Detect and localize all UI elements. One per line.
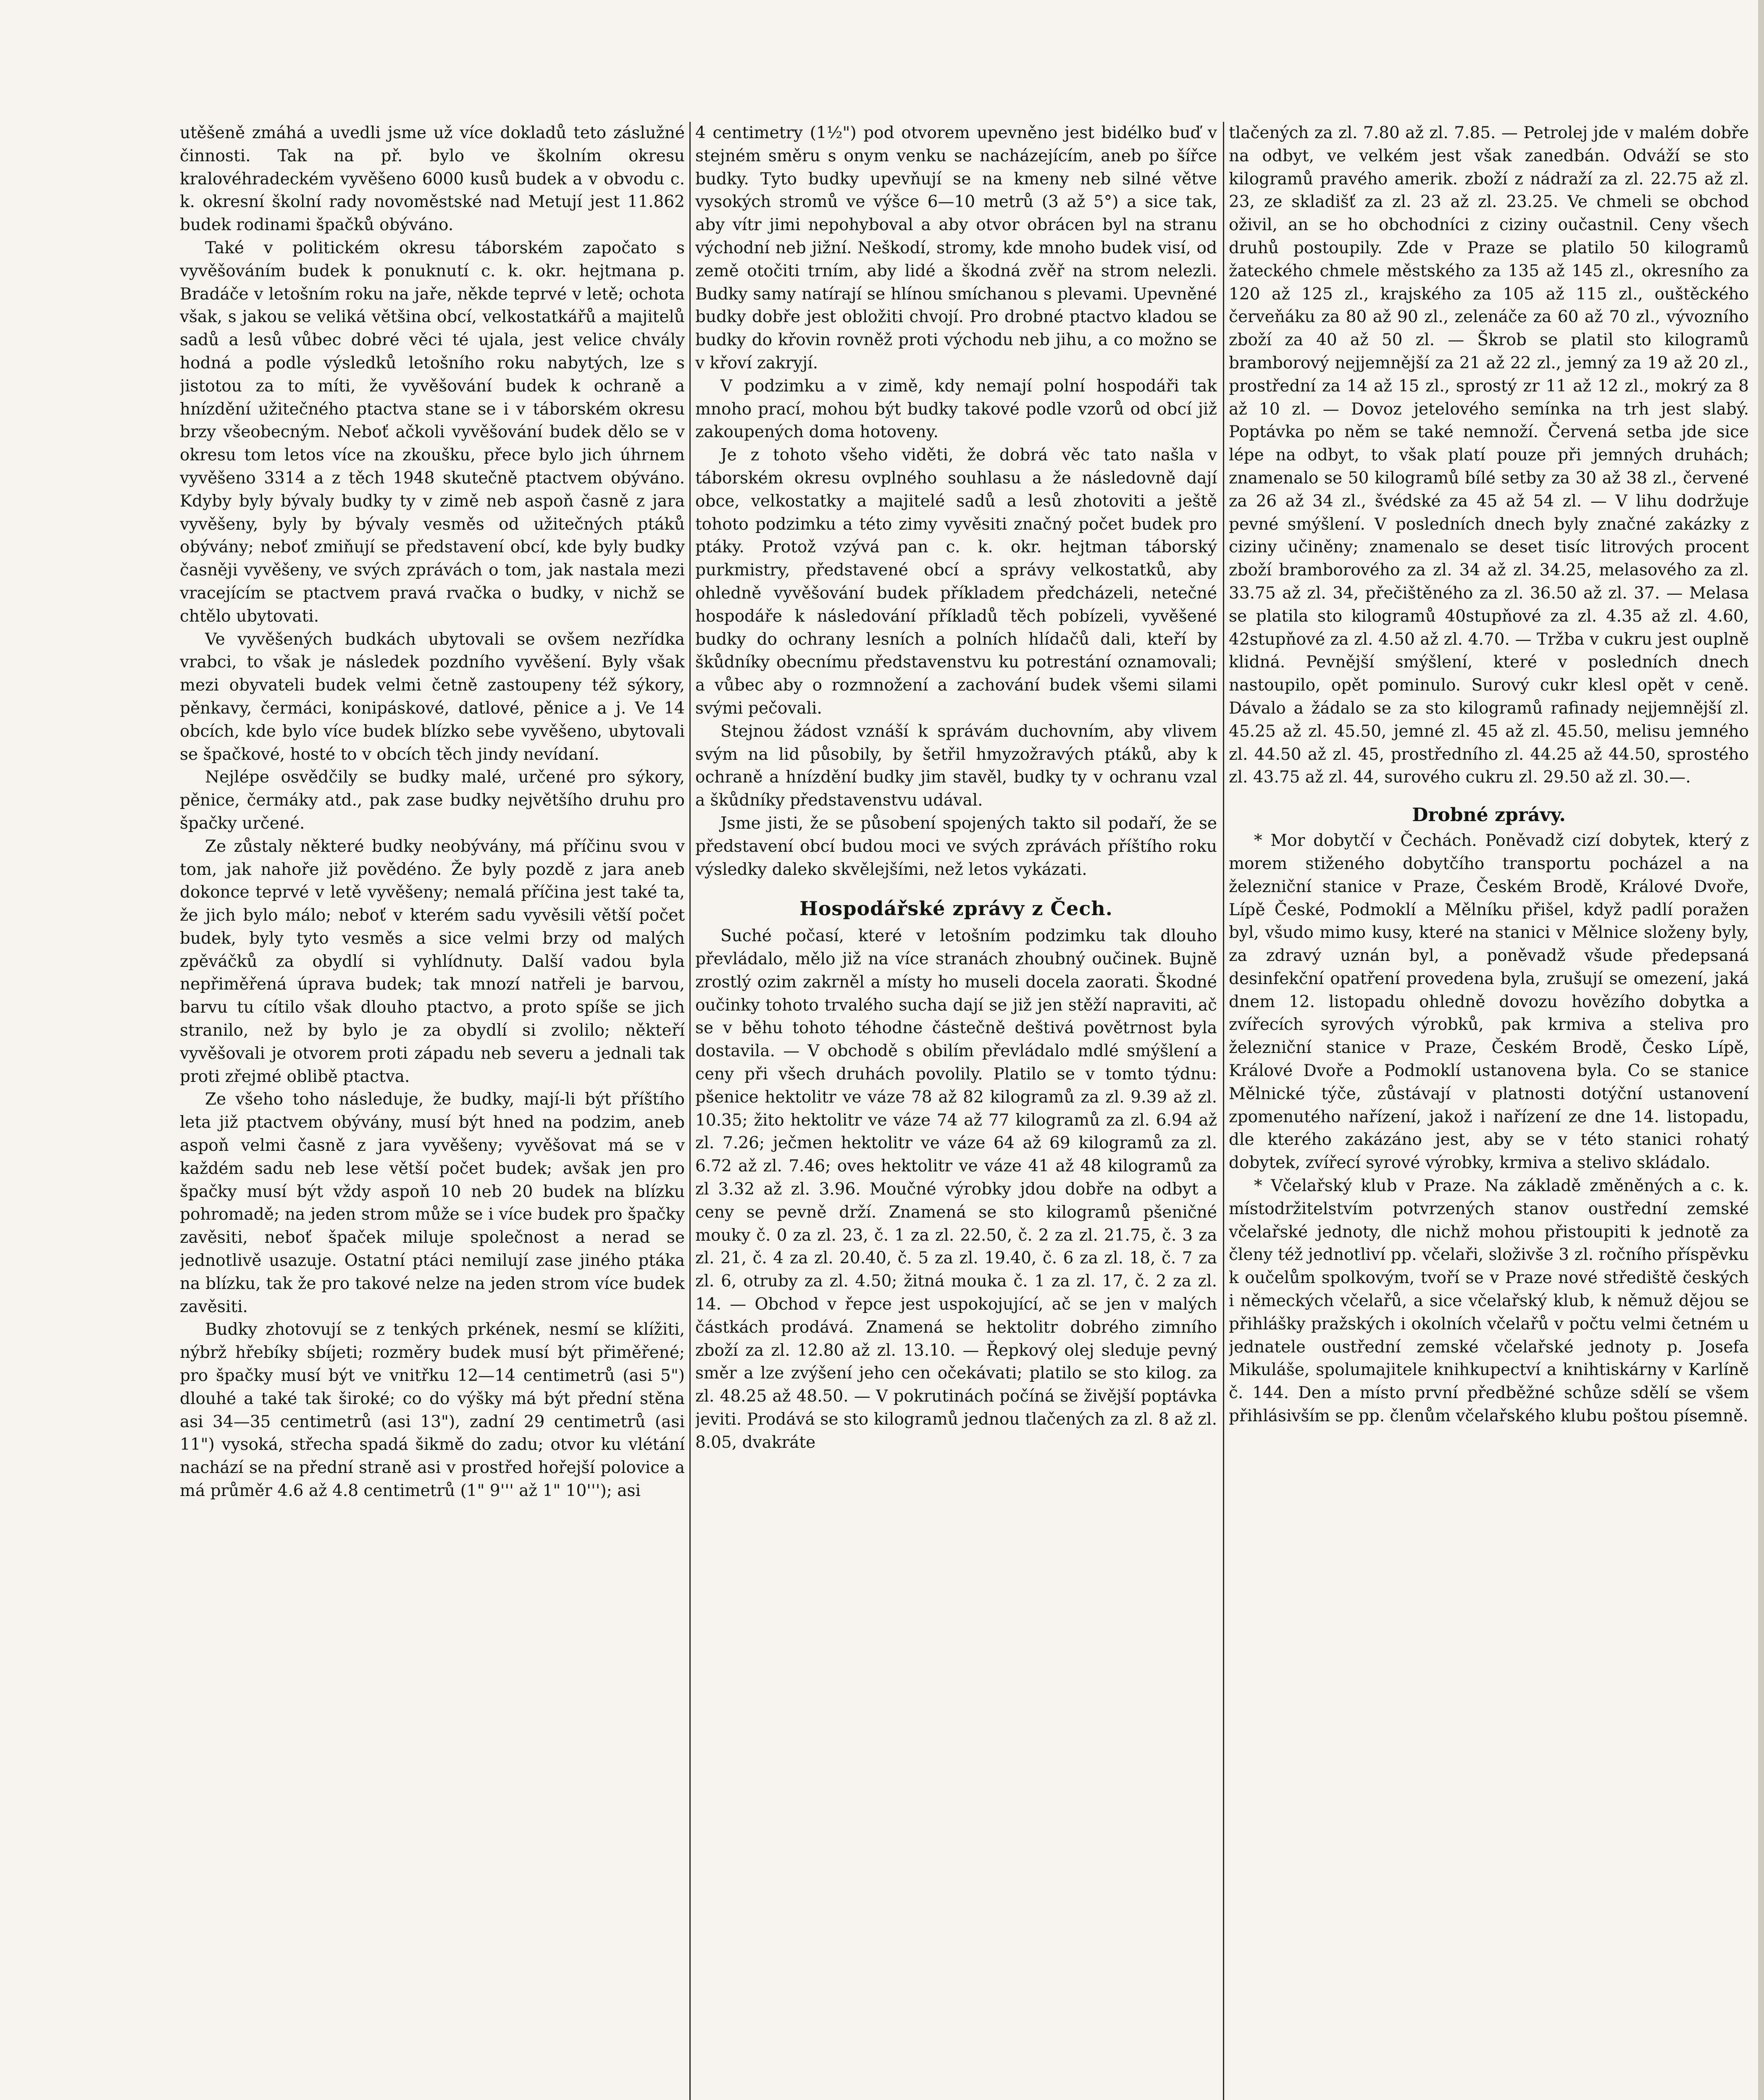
column-1	[180, 122, 685, 2100]
section-heading: Hospodářské zprávy z Čech.	[799, 897, 1113, 920]
paragraph: utěšeně zmáhá a uvedli jsme už více dokladů teto záslužné činnosti. Tak na př. bylo ve školním okresu kralovéhradeckém vyvěšeno 6000 kusů budek a v obvodu c. k. okresní školní rady novoměstské nad Metují jest 11.862 budek rodinami špačků obýváno.	[180, 123, 685, 235]
paragraph: * Včelařský klub v Praze. Na základě změněných a c. k. místodržitelstvím potvrzených stanov oustřední zemské včelařské jednoty, dle nichž mohou přistoupiti k jednotě za členy též jednotliví pp. včelaři, složivše 3 zl. ročního příspěvku k oučelům spolkovým, tvoří se v Praze nové střediště českých i německých včelařů, a sice včelařský klub, k němuž dějou se přihlášky pražských i okolních včelařů v počtu velmi četném u jednatele oustřední zemské včelařské jednoty p. Josefa Mikuláše, spolumajitele knihkupectví a knihtiskárny v Karlíně č. 144. Den a místo první předběžné schůze sdělí se všem přihlásivším se pp. členům včelařského klubu poštou písemně.	[1229, 1176, 1749, 1426]
paragraph: Jsme jisti, že se působení spojených takto sil podaří, že se představení obcí budou moci ve svých zprávách příštího roku výsledky daleko skvělejšími, než letos vykázati.	[695, 814, 1217, 879]
paragraph: Stejnou žádost vznáší k správám duchovním, aby vlivem svým na lid působily, by šetřil hmyzožravých ptáků, aby k ochraně a hnízdění budky jim stavěl, budky ty v ochranu vzal a škůdníky představenstvu udával.	[695, 722, 1217, 810]
paragraph: tlačených za zl. 7.80 až zl. 7.85. — Petrolej jde v malém dobře na odbyt, ve velkém jest však zanedbán. Odváží se sto kilogramů pravého amerik. zboží z nádraží za zl. 22.75 až zl. 23, ze skladišť za zl. 23 až zl. 23.25. Ve chmeli se obchod oživil, an se ho obchodníci z ciziny oučastnil. Ceny všech druhů postoupily. Zde v Praze se platilo 50 kilogramů žateckého chmele městského za 135 až 145 zl., okresního za 120 až 125 zl., krajského za 105 až 115 zl., ouštěckého červeňáku za 80 až 90 zl., zelenáče za 60 až 70 zl., vývozního zboží za 40 až 50 zl. — Škrob se platil sto kilogramů bramborový nejjemnější za 21 až 22 zl., jemný za 19 až 20 zl., prostřední za 14 až 15 zl., sprostý zr 11 až 12 zl., mokrý za 8 až 10 zl. — Dovoz jetelového semínka na trh jest slabý. Poptávka po něm se také nemnoží. Červená setba jde sice lépe na odbyt, to však platí pouze při jemných druhách; znamenalo se 50 kilogramů bílé setby za 30 až 38 zl., červené za 26 až 34 zl., švédské za 45 až 54 zl. — V lihu dodržuje pevné smýšlení. V posledních dnech byly značné zakázky z ciziny učiněny; znamenalo se deset tisíc litrových procent zboží bramborového za zl. 34 až zl. 34.25, melasového za zl. 33.75 až zl. 34, přečištěného za zl. 36.50 až zl. 37. — Melasa se platila sto kilogramů 40stupňové za zl. 4.35 až zl. 4.60, 42stupňové za zl. 4.50 až zl. 4.70. — Tržba v cukru jest ouplně klidná. Pevnější smýšlení, které v posledních dnech nastoupilo, opět pominulo. Surový cukr klesl opět v ceně. Dávalo a žádalo se za sto kilogramů rafinady nejjemnější zl. 45.25 až zl. 45.50, jemné zl. 45 až zl. 45.50, melisu jemného zl. 44.50 až zl. 45, prostředního zl. 44.25 až 44.50, sprostého zl. 43.75 až zl. 44, surového cukru zl. 29.50 až zl. 30.—.	[1229, 123, 1749, 787]
paragraph: Ve vyvěšených budkách ubytovali se ovšem nezřídka vrabci, to však je následek pozdního vyvěšení. Byly však mezi obyvateli budek velmi četně zastoupeny též sýkory, pěnkavy, čermáci, konipáskové, datlové, pěnice a j. Ve 14 obcích, kde bylo více budek blízko sebe vyvěšeno, ubytovali se špačkové, hosté to v obcích těch jindy nevídaní.	[180, 630, 685, 764]
page-edge	[1758, 0, 1764, 2100]
column-rule-left	[689, 122, 691, 2100]
paragraph: Nejlépe osvědčily se budky malé, určené pro sýkory, pěnice, čermáky atd., pak zase budky největšího druhu pro špačky určené.	[180, 768, 685, 833]
paragraph: Ze zůstaly některé budky neobývány, má příčinu svou v tom, jak nahoře již povědéno. Že byly pozdě z jara aneb dokonce teprvé v letě vyvěšeny; nemalá příčina jest také ta, že jich bylo málo; neboť v kterém sadu vyvěsili větší počet budek, byly tyto vesměs a sice velmi brzy od malých zpěváčků za obydlí si vyhlídnuty. Další vadou byla nepřiměřená úprava budek; tak mnozí natřeli je barvou, barvu tu cítilo však dlouho ptactvo, a proto spíše se jich stranilo, než by bylo je za obydlí si zvolilo; někteří vyvěšovali je otvorem proti západu neb severu a jednali tak proti zřejmé oblibě ptactva.	[180, 837, 685, 1086]
section-heading: Drobné zprávy.	[1412, 804, 1566, 826]
paragraph: 4 centimetry (1½") pod otvorem upevněno jest bidélko buď v stejném směru s onym venku se nacházejícím, aneb po šířce budky. Tyto budky upevňují se na kmeny neb silné větve vysokých stromů ve výšce 6—10 metrů (3 až 5°) a sice tak, aby vítr jimi nepohyboval a aby otvor obrácen byl na stranu východní neb jižní. Neškodí, stromy, kde mnoho budek visí, od země otočiti trním, aby lidé a škodná zvěř na strom nelezli. Budky samy natírají se hlínou smíchanou s plevami. Upevněné budky dobře jest obložiti chvojí. Pro drobné ptactvo kladou se budky do křovin rovněž proti východu neb jihu, a co možno se v křoví zakryjí.	[695, 123, 1217, 373]
paragraph: Budky zhotovují se z tenkých prkének, nesmí se klížiti, nýbrž hřebíky sbíjeti; rozměry budek musí být přiměřené; pro špačky musí být ve vnitřku 12—14 centimetrů (asi 5") dlouhé a také tak široké; co do výšky má být přední stěna asi 34—35 centimetrů (asi 13"), zadní 29 centimetrů (asi 11") vysoká, střecha spadá šikmě do zadu; otvor ku vlétání nachází se na přední straně asi v prostřed hořejší polovice a má průměr 4.6 až 4.8 centimetrů (1" 9''' až 1" 10'''); asi	[180, 1320, 685, 1501]
column-3	[1229, 122, 1749, 2100]
paragraph: Je z tohoto všeho viděti, že dobrá věc tato našla v táborském okresu ovplného souhlasu a že následovně dají obce, velkostatky a majitelé sadů a lesů zhotoviti a ještě tohoto podzimku a této zimy vyvěsiti značný počet budek pro ptáky. Protož vzývá pan c. k. okr. hejtman táborský purkmistry, představené obcí a správy velkostatků, aby ohledně vyvěšování budek příkladem předcházeli, netečné hospodáře k následování příkladů těch pobízeli, vyvěšené budky do ochrany lesních a polních hlídačů dali, kteří by škůdníky obecnímu představenstvu ku potrestání oznamovali; a vůbec aby o rozmnožení a zachování budek všemi silami svými pečovali.	[695, 446, 1217, 718]
column-2	[695, 122, 1217, 2100]
paragraph: * Mor dobytčí v Čechách. Poněvadž cizí dobytek, který z morem stiženého dobytčího transportu pocházel a na železniční stanice v Praze, Českém Brodě, Králové Dvoře, Lípě České, Podmoklí a Mělníku přišel, když padlí poražen byl, všudo mimo kusy, které na stanici v Mělnice složeny byly, za zdravý uznán byl, a poněvadž všude předepsaná desinfekční opatření provedena byla, zrušují se omezení, jaká dnem 12. listopadu ohledně dovozu hovězího dobytka a zvířecích syrových výrobků, pak krmiva a steliva pro železniční stanice v Praze, Českém Brodě, Česko Lípě, Králové Dvoře a Podmoklí ustanovena byla. Co se stanice Mělnické týče, zůstávají v platnosti dotýční ustanovení zpomenutého nařízení, jakož i nařízení ze dne 14. listopadu, dle kterého zakázáno jest, aby se v této stanici rohatý dobytek, zvířecí syrové výrobky, krmiva a stelivo skládalo.	[1229, 831, 1749, 1173]
paragraph: Ze všeho toho následuje, že budky, mají-li být příštího leta již ptactvem obývány, musí být hned na podzim, aneb aspoň velmi časně z jara vyvěšeny; vyvěšovat má se v každém sadu neb lese větší počet budek; avšak jen pro špačky musí být vždy aspoň 10 neb 20 budek na blízku pohromadě; na jeden strom může se i více budek pro špačky zavěsiti, neboť špaček miluje společnost a nerad se jednotlivě usazuje. Ostatní ptáci nemilují zase jiného ptáka na blízku, tak že pro takové nelze na jeden strom více budek zavěsiti.	[180, 1090, 685, 1316]
paragraph: Suché počasí, které v letošním podzimku tak dlouho převládalo, mělo již na více stranách zhoubný oučinek. Bujně zrostlý ozim zakrněl a místy ho museli docela zaorati. Škodné oučinky tohoto trvalého sucha dají se již jen stěží napraviti, ač se v běhu tohoto téhodne částečně deštivá povětrnost byla dostavila. — V obchodě s obilím převládalo mdlé smýšlení a ceny při všech druhách povolily. Platilo se v tomto týdnu: pšenice hektolitr ve váze 78 až 82 kilogramů za zl. 9.39 až zl. 10.35; žito hektolitr ve váze 74 až 77 kilogramů za zl. 6.94 až zl. 7.26; ječmen hektolitr ve váze 64 až 69 kilogramů za zl. 6.72 až zl. 7.46; oves hektolitr ve váze 41 až 48 kilogramů za zl 3.32 až zl. 3.96. Moučné výrobky jdou dobře na odbyt a ceny se pevně drží. Znamená se sto kilogramů pšeničné mouky č. 0 za zl. 23, č. 1 za zl. 22.50, č. 2 za zl. 21.75, č. 3 za zl. 21, č. 4 za zl. 20.40, č. 5 za zl. 19.40, č. 6 za zl. 18, č. 7 za zl. 6, otruby za zl. 4.50; žitná mouka č. 1 za zl. 17, č. 2 za zl. 14. — Obchod v řepce jest uspokojující, ač se jen v malých částkách prodává. Znamená se hektolitr dobrého zimního zboží za zl. 12.80 až zl. 13.10. — Řepkový olej sleduje pevný směr a lze zvýšení jeho cen očekávati; platilo se sto kilog. za zl. 48.25 až 48.50. — V pokrutinách počíná se živější poptávka jeviti. Prodává se sto kilogramů jednou tlačených za zl. 8 až zl. 8.05, dvakráte	[695, 927, 1217, 1452]
paragraph: Také v politickém okresu táborském započato s vyvěšováním budek k ponuknutí c. k. okr. hejtmana p. Bradáče v letošním roku na jaře, někde teprvé v letě; ochota však, s jakou se veliká většina obcí, velkostatkářů a majitelů sadů a lesů vůbec dobré věci té ujala, jest velice chvály hodná a podle výsledků letošního roku nabytých, lze s jistotou za to míti, že vyvěšování budek k ochraně a hnízdění užitečného ptactva stane se i v táborském okresu brzy všeobecným. Neboť ačkoli vyvěšování budek dělo se v okresu tom letos více na zkoušku, přece bylo jich úhrnem vyvěšeno 3314 a z těch 1948 skutečně ptactvem obýváno. Kdyby byly bývaly budky ty v zimě neb aspoň časně z jara vyvěšeny, byly by bývaly vesměs od užitečných ptáků obývány; neboť zmiňují se představení obcí, kde byly budky časněji vyvěšeny, ve svých zprávách o tom, jak nastala mezi vracejícím se ptactvem pravá rvačka o budky, v nichž se chtělo ubytovati.	[180, 238, 685, 626]
paragraph: V podzimku a v zimě, kdy nemají polní hospodáři tak mnoho prací, mohou být budky takové podle vzorů od obcí již zakoupených doma hotoveny.	[695, 376, 1217, 442]
column-rule-right	[1223, 122, 1224, 2100]
